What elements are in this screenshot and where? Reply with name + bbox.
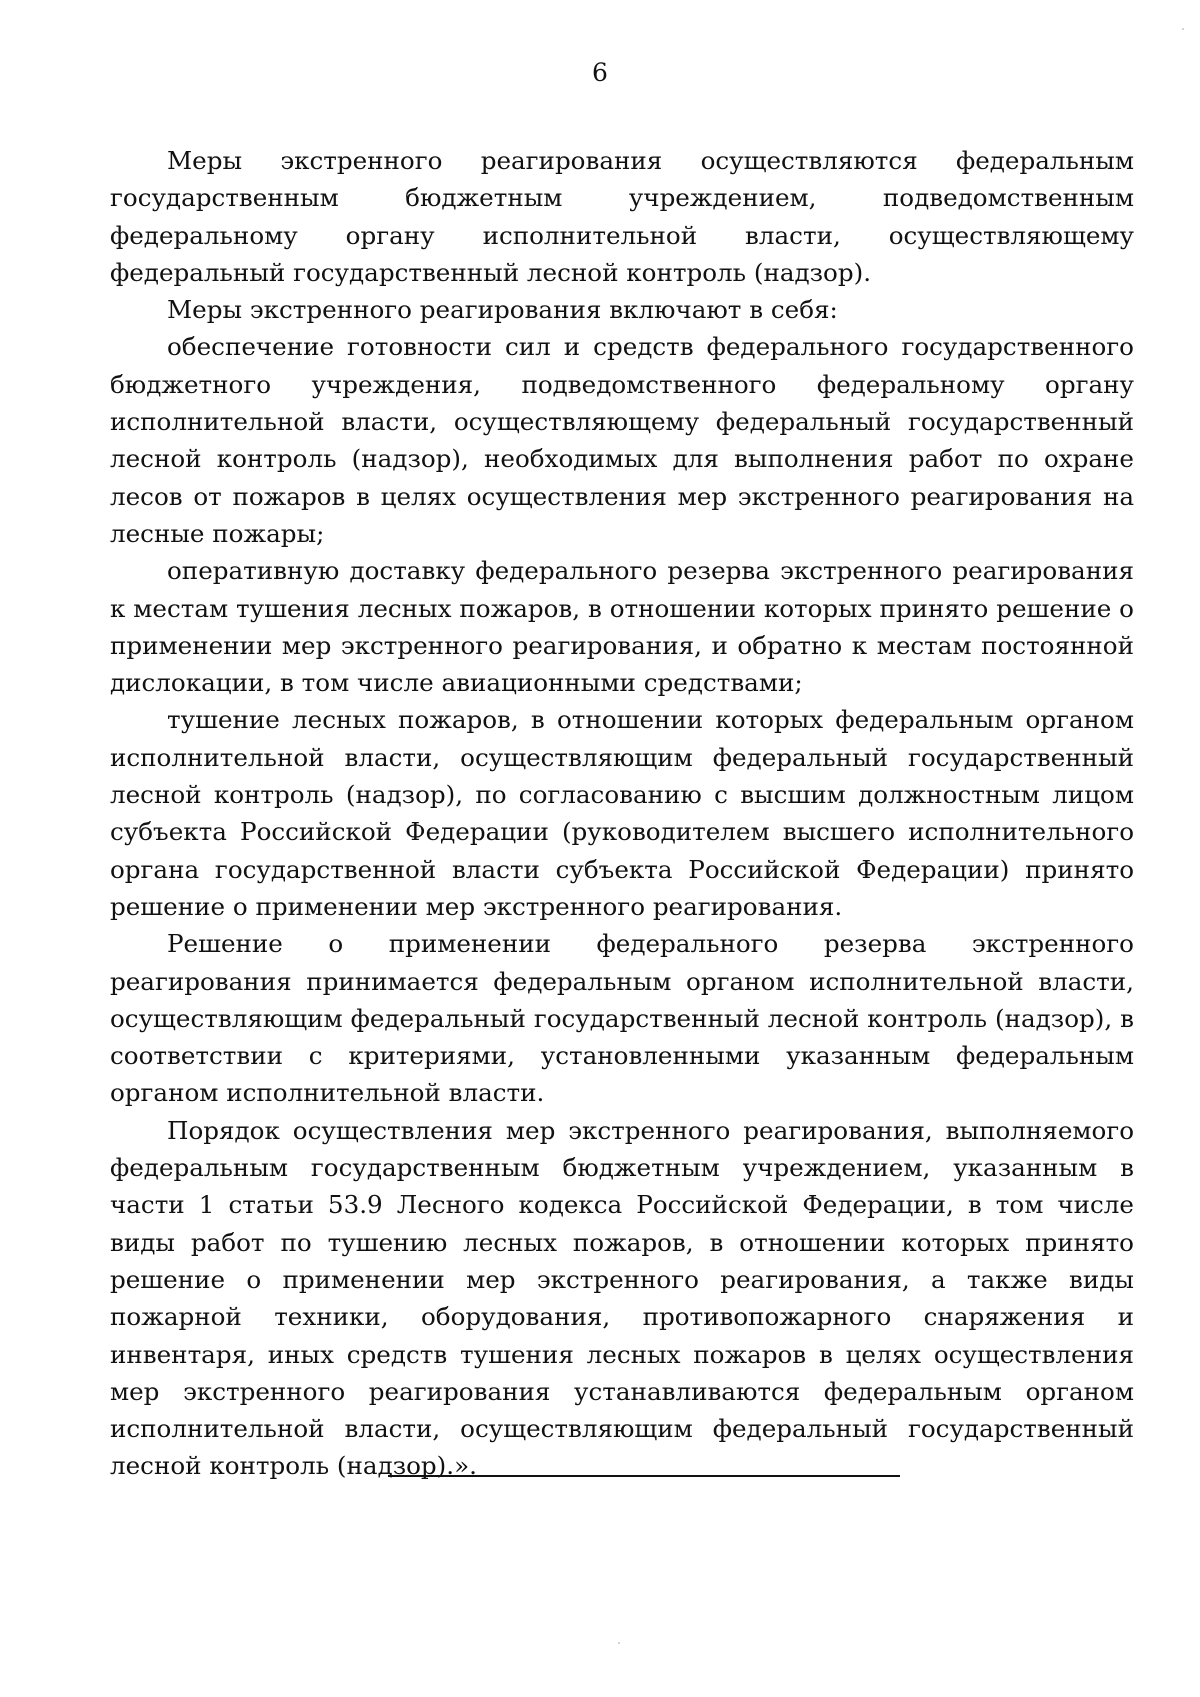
paragraph: оперативную доставку федерального резерва экстренного реагирования к местам тушения лесных пожаров, в отношении которых принято решение о применении мер экстренного реагирования, и обратно к местам постоянной дислокации, в том числе авиационными средствами; (110, 556, 1134, 698)
paragraph: тушение лесных пожаров, в отношении которых федеральным органом исполнительной власти, осуществляющим федеральный государственный лесной контроль (надзор), по согласованию с высшим должностным лицом субъекта Российской Федерации (руководителем высшего исполнительного органа государственной власти субъекта Российской Федерации) принято решение о применении мер экстренного реагирования. (110, 705, 1134, 921)
paragraph: Меры экстренного реагирования осуществляются федеральным государственным бюджетным учреждением, подведомственным федеральному органу исполнительной власти, осуществляющему федеральный государственный лесной контроль (надзор). (110, 146, 1134, 287)
scan-speck (618, 1642, 620, 1644)
paragraph: Порядок осуществления мер экстренного реагирования, выполняемого федеральным государственным бюджетным учреждением, указанным в части 1 статьи 53.9 Лесного кодекса Российской Федерации, в том числе виды работ по тушению лесных пожаров, в отношении которых принято решение о применении мер экстренного реагирования, а также виды пожарной техники, оборудования, противопожарного снаряжения и инвентаря, иных средств тушения лесных пожаров в целях осуществления мер экстренного реагирования устанавливаются федеральным органом исполнительной власти, осуществляющим федеральный государственный лесной контроль (надзор).». (110, 1115, 1134, 1481)
end-separator-line (388, 1475, 900, 1477)
paragraph: Меры экстренного реагирования включают в себя: (167, 295, 838, 325)
scan-speck (1182, 28, 1184, 30)
document-body (110, 142, 1134, 1485)
page-number: 6 (592, 58, 608, 87)
paragraph: Решение о применении федерального резерва экстренного реагирования принимается федеральным органом исполнительной власти, осуществляющим федеральный государственный лесной контроль (надзор), в соответствии с критериями, установленными указанным федеральным органом исполнительной власти. (110, 929, 1134, 1108)
paragraph: обеспечение готовности сил и средств федерального государственного бюджетного учреждения, подведомственного федеральному органу исполнительной власти, осуществляющему федеральный государственный лесной контроль (надзор), необходимых для выполнения работ по охране лесов от пожаров в целях осуществления мер экстренного реагирования на лесные пожары; (110, 332, 1134, 548)
